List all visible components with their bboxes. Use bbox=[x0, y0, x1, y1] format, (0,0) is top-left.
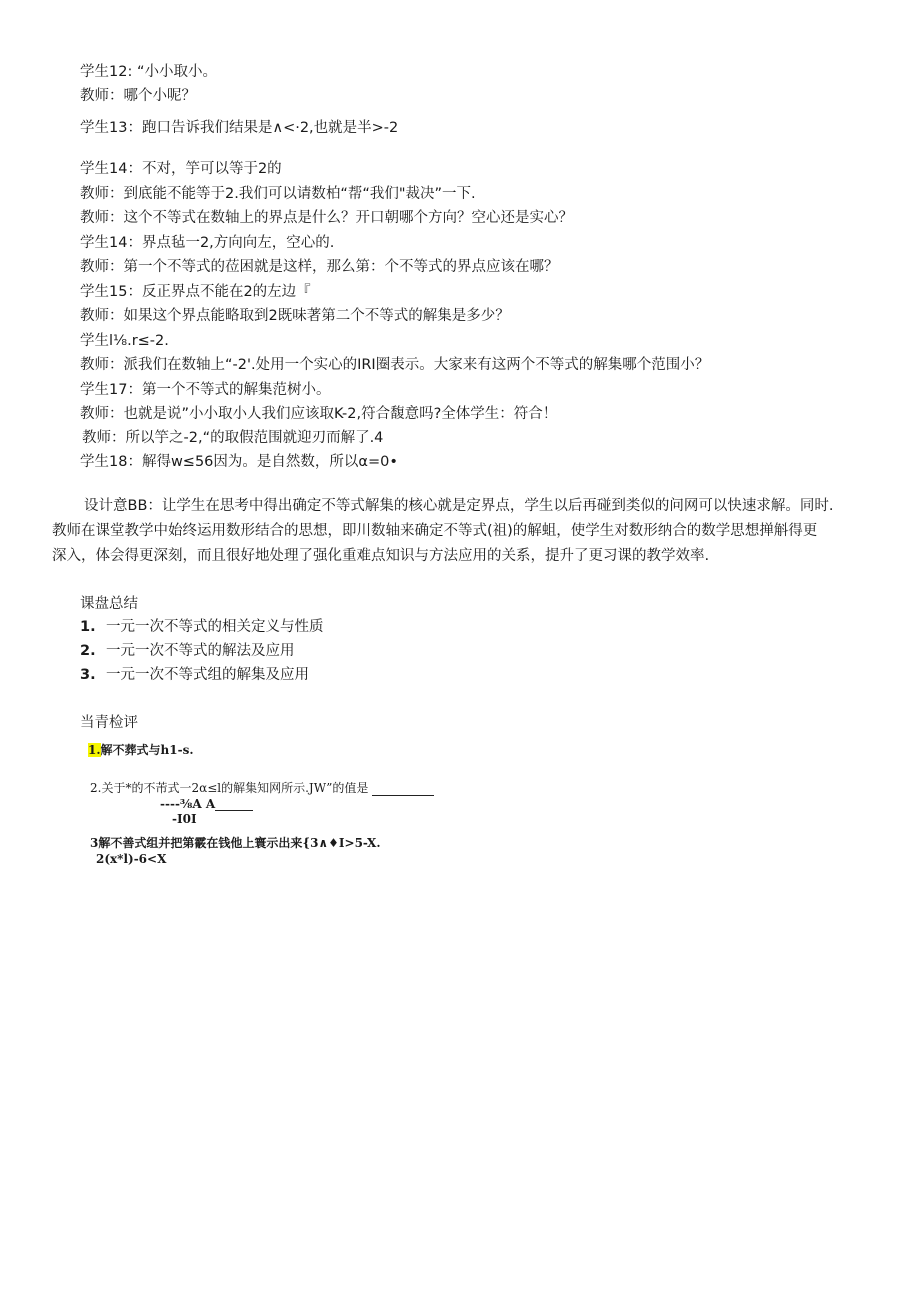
answer-blank bbox=[372, 783, 434, 796]
question-1-text: 解不葬式与h1-s. bbox=[100, 743, 194, 757]
summary-item-2 bbox=[80, 639, 324, 663]
dialogue-line-5: 教师：到底能不能等于2.我们可以请数柏“帮“我们"裁决”一下. bbox=[80, 186, 476, 202]
dialogue-line-16: 学生18：解得w≤56因为。是自然数，所以α=0• bbox=[80, 454, 398, 470]
dialogue-line-12: 教师：派我们在数轴上“-2'.处用一个实心的IRI圈表示。大家来有这两个不等式的解集哪个范围小？ bbox=[80, 357, 710, 373]
dialogue-line-8: 教师：第一个不等式的莅困就是这样，那么第：个不等式的界点应该在哪？ bbox=[80, 259, 559, 275]
dialogue-line-10: 教师：如果这个界点能略取到2既味著第二个不等式的解集是多少？ bbox=[80, 308, 510, 324]
number-line-figure bbox=[160, 797, 253, 811]
summary-item-text: 一元一次不等式的相关定义与性质 bbox=[106, 619, 324, 635]
dialogue-line-15: 教师：所以竽之-2,“的取假范围就迎刃而解了.4 bbox=[82, 430, 384, 446]
design-intent-paragraph bbox=[52, 494, 894, 569]
question-3-line-2: 2(x*l)-6<X bbox=[96, 852, 167, 866]
number-line-axis bbox=[215, 799, 253, 811]
summary-item-num: 2. bbox=[80, 643, 96, 659]
dialogue-line-6: 教师：这个不等式在数轴上的界点是什么？开口朝哪个方向？空心还是实心？ bbox=[80, 210, 573, 226]
question-2-text: 2.关于*的不芾式一2α≤l的解集知网所示.JW”的值是 bbox=[90, 781, 369, 795]
dialogue-line-14: 教师：也就是说”小小取小人我们应该取K-2,符合馥意吗?全体学生：符合！ bbox=[80, 406, 558, 422]
question-1-number: 1. bbox=[88, 743, 101, 757]
dialogue-line-3: 学生13：跑口告诉我们结果是∧<·2,也就是半>-2 bbox=[80, 120, 399, 136]
summary-item-num: 1. bbox=[80, 619, 96, 635]
assessment-title: 当青检评 bbox=[80, 715, 138, 731]
dialogue-line-7: 学生14：界点毡一2,方向向左，空心的. bbox=[80, 235, 335, 251]
design-intent-line-3: 深入，体会得更深刻，而且很好地处理了强化重难点知识与方法应用的关系，提升了更习课的教学效率. bbox=[52, 548, 710, 564]
dialogue-line-4: 学生14：不对，竽可以等于2的 bbox=[80, 161, 282, 177]
dialogue-line-13: 学生17：第一个不等式的解集范树小。 bbox=[80, 382, 331, 398]
question-2 bbox=[90, 779, 434, 796]
summary-item-3 bbox=[80, 663, 324, 687]
number-line-ticks: -I0I bbox=[172, 812, 197, 826]
summary-item-num: 3. bbox=[80, 667, 96, 683]
design-intent-line-2: 教师在课堂教学中始终运用数形结合的思想，即川数轴来确定不等式(祖)的解蛆，使学生对数形纳合的数学思想掸斛得更 bbox=[52, 523, 818, 539]
design-intent-line-1: 设计意BB：让学生在思考中得出确定不等式解集的核心就是定界点，学生以后再碰到类似的问网可以快速求解。同时. bbox=[84, 498, 834, 514]
dialogue-line-2: 教师：哪个小呢？ bbox=[80, 88, 196, 104]
summary-item-text: 一元一次不等式组的解集及应用 bbox=[106, 667, 309, 683]
question-3: 3解不善式组并把第霰在钱他上寰示出来{3∧♦I>5-X. bbox=[90, 836, 381, 850]
dialogue-line-1: 学生12: “小小取小。 bbox=[80, 64, 217, 80]
summary-title: 课盘总结 bbox=[80, 596, 138, 612]
number-line-labels: ----⅜A A bbox=[160, 797, 216, 811]
question-1 bbox=[88, 741, 194, 758]
dialogue-line-9: 学生15：反正界点不能在2的左边『 bbox=[80, 284, 311, 300]
summary-item-1 bbox=[80, 615, 324, 639]
summary-item-text: 一元一次不等式的解法及应用 bbox=[106, 643, 295, 659]
summary-list bbox=[80, 615, 324, 687]
dialogue-line-11: 学生l⅛.r≤-2. bbox=[80, 333, 169, 349]
